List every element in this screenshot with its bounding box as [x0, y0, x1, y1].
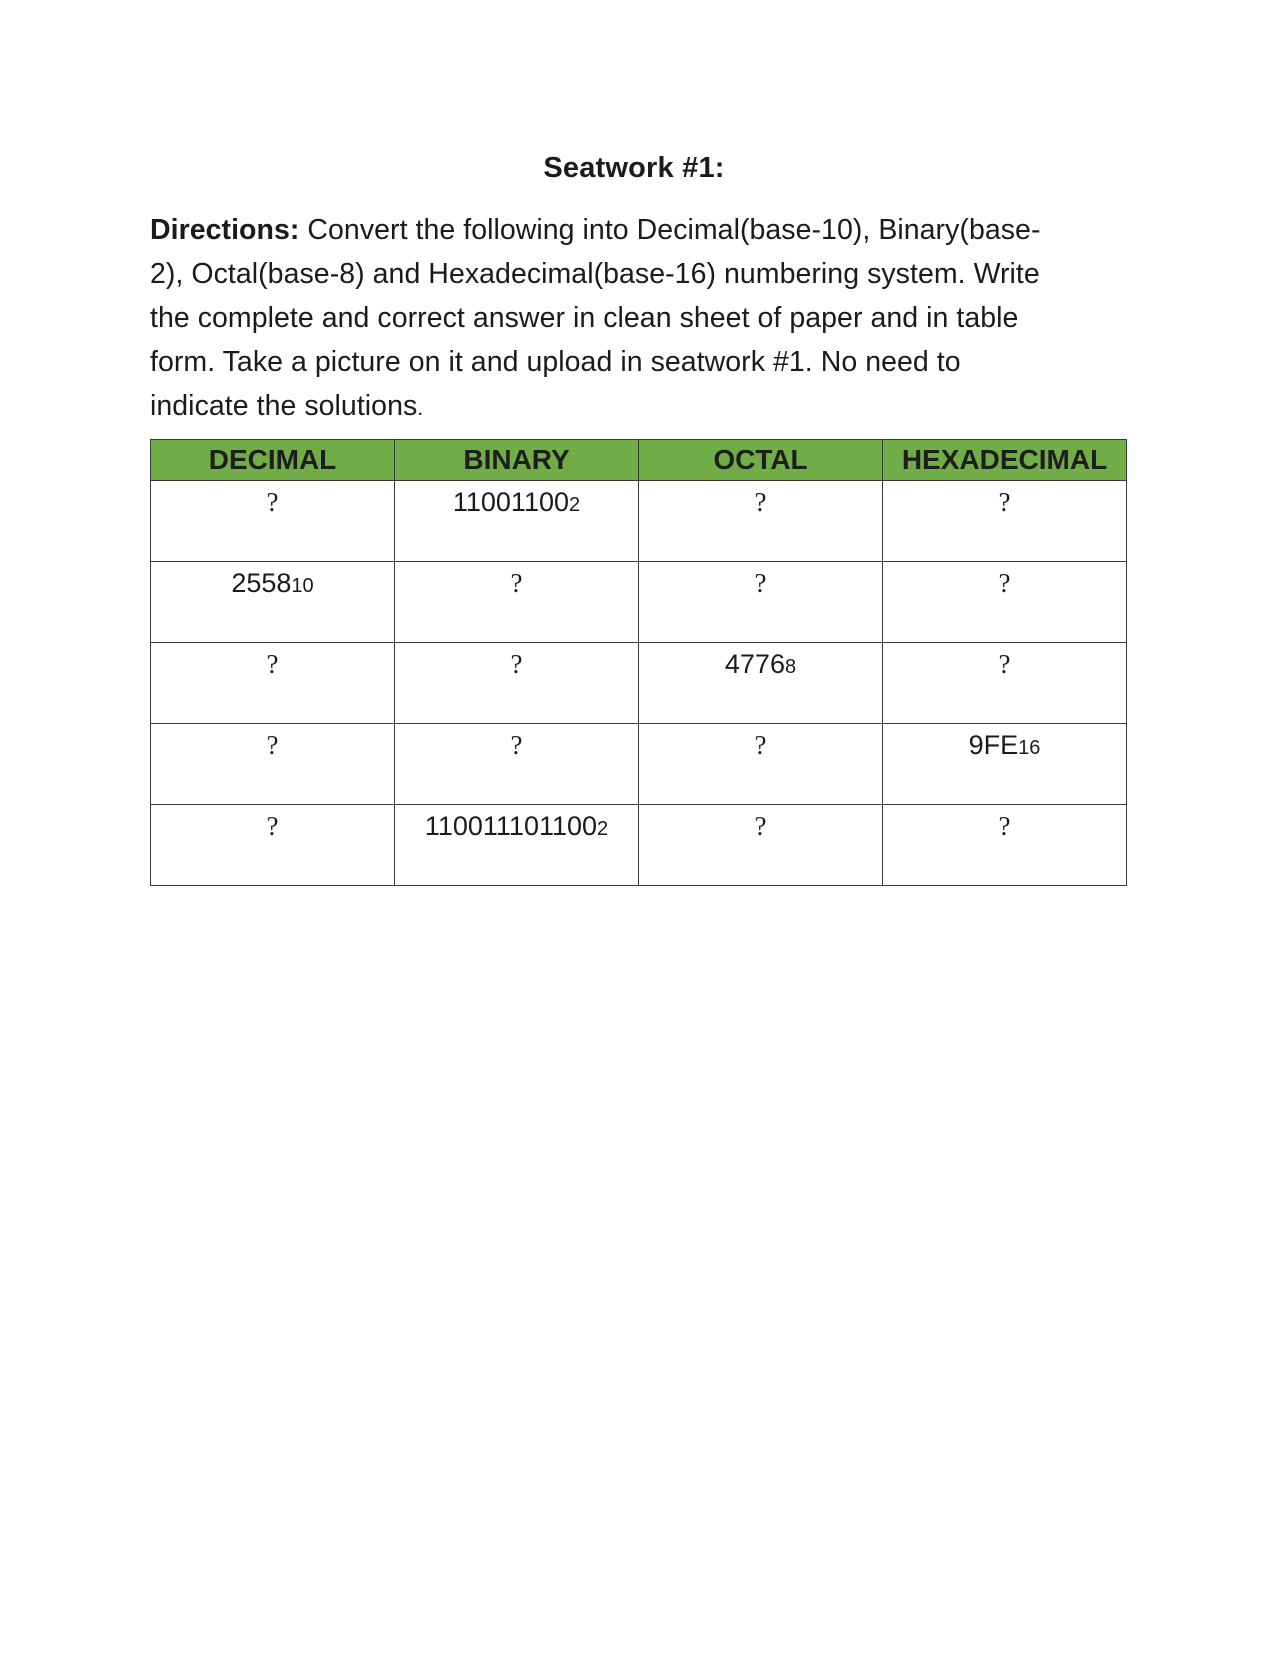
- cell-binary: [395, 724, 639, 805]
- conversion-table: [150, 439, 1127, 886]
- unknown-placeholder: ?: [754, 487, 767, 517]
- base-subscript: 8: [784, 656, 797, 678]
- given-value: 2558: [231, 568, 292, 598]
- column-header-hexadecimal: HEXADECIMAL: [883, 440, 1127, 481]
- given-value: 4776: [724, 649, 785, 679]
- unknown-placeholder: ?: [510, 730, 523, 760]
- directions-line-3: the complete and correct answer in clean sheet of paper and in table: [150, 302, 1019, 334]
- cell-octal: [639, 562, 883, 643]
- table-row: [151, 481, 1127, 562]
- unknown-placeholder: ?: [266, 811, 279, 841]
- header-row: [151, 440, 1127, 481]
- directions-line-5: [150, 384, 1125, 430]
- directions-text-1: Convert the following into Decimal(base-10), Binary(base-: [299, 214, 1041, 246]
- unknown-placeholder: ?: [510, 568, 523, 598]
- directions-line-1: [150, 208, 1125, 252]
- cell-decimal: [151, 724, 395, 805]
- base-subscript: 16: [1018, 737, 1041, 759]
- unknown-placeholder: ?: [266, 649, 279, 679]
- base-subscript: 10: [291, 575, 314, 597]
- cell-hexadecimal: [883, 805, 1127, 886]
- directions-period: .: [417, 395, 424, 420]
- table-row: [151, 562, 1127, 643]
- cell-octal: [639, 643, 883, 724]
- cell-hexadecimal: [883, 643, 1127, 724]
- unknown-placeholder: ?: [998, 568, 1011, 598]
- cell-binary: [395, 805, 639, 886]
- cell-hexadecimal: [883, 481, 1127, 562]
- page-title-text: Seatwork #1:: [543, 152, 725, 184]
- directions-text-5: indicate the solutions: [150, 390, 418, 422]
- unknown-placeholder: ?: [754, 811, 767, 841]
- directions-line-4: form. Take a picture on it and upload in seatwork #1. No need to: [150, 346, 961, 378]
- directions-label: Directions:: [150, 214, 300, 246]
- table-row: [151, 805, 1127, 886]
- directions-line-2: 2), Octal(base-8) and Hexadecimal(base-16) numbering system. Write: [150, 258, 1040, 290]
- table-row: [151, 643, 1127, 724]
- cell-decimal: [151, 805, 395, 886]
- given-value: 110011101100: [424, 811, 598, 841]
- unknown-placeholder: ?: [510, 649, 523, 679]
- unknown-placeholder: ?: [998, 811, 1011, 841]
- cell-hexadecimal: [883, 562, 1127, 643]
- table-row: [151, 724, 1127, 805]
- directions-paragraph: [150, 208, 1125, 430]
- page-title: [0, 152, 1280, 185]
- given-value: 11001100: [452, 487, 569, 517]
- unknown-placeholder: ?: [754, 568, 767, 598]
- cell-decimal: [151, 562, 395, 643]
- cell-decimal: [151, 481, 395, 562]
- cell-octal: [639, 805, 883, 886]
- column-header-octal: OCTAL: [639, 440, 883, 481]
- table-header: [151, 440, 1127, 481]
- given-value: 9FE: [968, 730, 1019, 760]
- unknown-placeholder: ?: [998, 649, 1011, 679]
- table-body: [151, 481, 1127, 886]
- cell-binary: [395, 481, 639, 562]
- unknown-placeholder: ?: [266, 487, 279, 517]
- base-subscript: 2: [597, 818, 609, 840]
- unknown-placeholder: ?: [754, 730, 767, 760]
- cell-decimal: [151, 643, 395, 724]
- base-subscript: 2: [569, 494, 581, 516]
- cell-octal: [639, 481, 883, 562]
- unknown-placeholder: ?: [998, 487, 1011, 517]
- cell-hexadecimal: [883, 724, 1127, 805]
- cell-binary: [395, 562, 639, 643]
- column-header-binary: BINARY: [395, 440, 639, 481]
- column-header-decimal: DECIMAL: [151, 440, 395, 481]
- cell-octal: [639, 724, 883, 805]
- cell-binary: [395, 643, 639, 724]
- unknown-placeholder: ?: [266, 730, 279, 760]
